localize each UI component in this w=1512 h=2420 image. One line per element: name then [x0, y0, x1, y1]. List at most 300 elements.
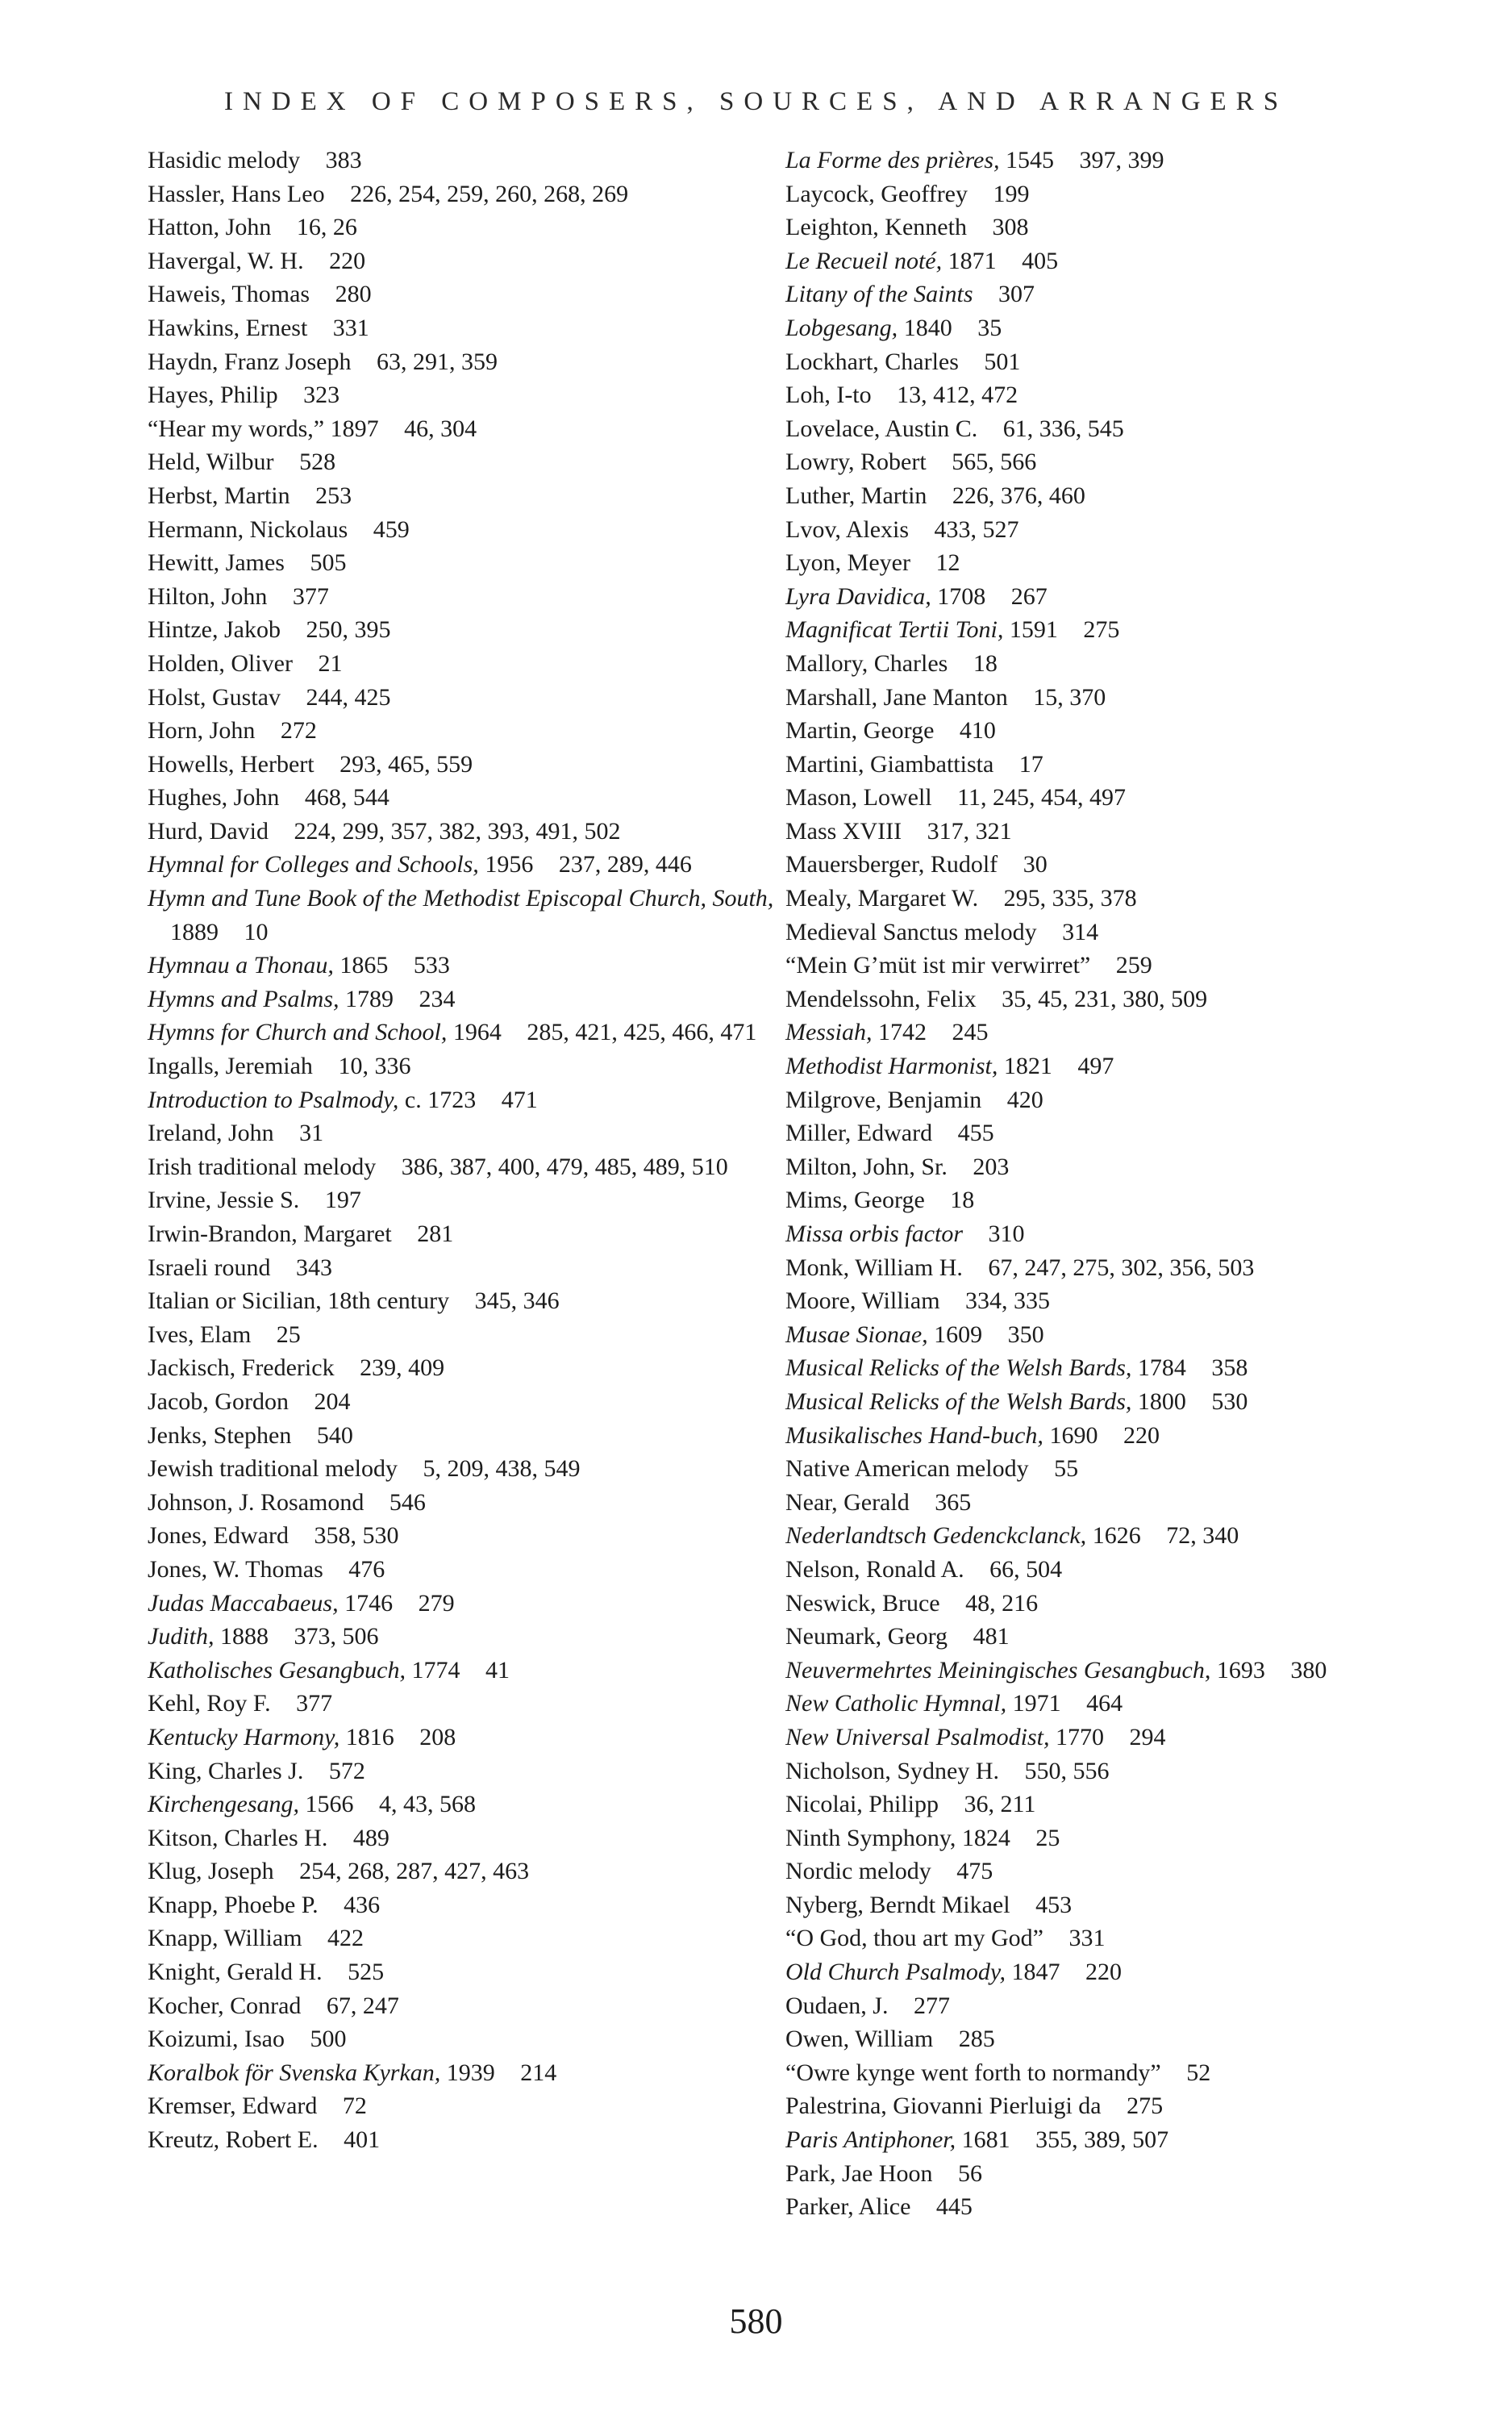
page-number: 580 — [729, 2301, 783, 2341]
entry-name: Old Church Psalmody, — [785, 1959, 1006, 1986]
entry-pages: 10 — [244, 918, 269, 945]
index-entry — [785, 211, 1414, 244]
entry-pages: 259 — [1115, 952, 1152, 979]
entry-pages: 25 — [276, 1321, 301, 1348]
index-entry — [785, 1553, 1414, 1587]
index-entry — [785, 681, 1414, 715]
entry-name: Koizumi, Isao — [148, 2026, 285, 2053]
entry-name: “Mein G’müt ist mir verwirret” — [785, 952, 1091, 979]
entry-pages: 56 — [957, 2159, 982, 2187]
entry-pages: 12 — [935, 549, 960, 577]
entry-name: Judas Maccabaeus, — [148, 1589, 339, 1617]
entry-year: 1784 — [1137, 1354, 1186, 1382]
index-entry — [785, 1419, 1414, 1453]
entry-pages: 401 — [344, 2126, 381, 2154]
entry-name: Milgrove, Benjamin — [785, 1086, 982, 1113]
entry-pages: 18 — [950, 1187, 975, 1214]
entry-name: Nicholson, Sydney H. — [785, 1757, 999, 1784]
index-entry — [148, 2022, 777, 2056]
entry-name: Knight, Gerald H. — [148, 1959, 323, 1986]
entry-name: Musae Sionae, — [785, 1321, 928, 1348]
entry-name: Hayes, Philip — [148, 382, 278, 409]
entry-name: Luther, Martin — [785, 482, 927, 509]
entry-pages: 10, 336 — [338, 1053, 411, 1080]
index-entry — [785, 983, 1414, 1016]
entry-name: Nyberg, Berndt Mikael — [785, 1891, 1010, 1918]
entry-pages: 285, 421, 425, 466, 471 — [527, 1019, 757, 1046]
entry-name: “Hear my words,” 1897 — [148, 415, 379, 442]
entry-pages: 66, 504 — [989, 1555, 1063, 1583]
entry-name: Mason, Lowell — [785, 784, 932, 812]
index-entry — [785, 1016, 1414, 1049]
entry-name: Holden, Oliver — [148, 649, 293, 677]
index-entry — [148, 1385, 777, 1419]
entry-year: 1971 — [1012, 1690, 1061, 1717]
entry-year: 1840 — [903, 314, 952, 341]
index-entry — [148, 1251, 777, 1285]
entry-year: 1774 — [411, 1656, 460, 1684]
entry-name: Kehl, Roy F. — [148, 1690, 271, 1717]
entry-name: Jones, Edward — [148, 1522, 289, 1550]
index-entry — [785, 1217, 1414, 1251]
index-entry — [148, 580, 777, 614]
entry-pages: 4, 43, 568 — [379, 1791, 477, 1818]
entry-pages: 224, 299, 357, 382, 393, 491, 502 — [294, 817, 621, 845]
index-entry — [785, 1921, 1414, 1955]
entry-name: Mass XVIII — [785, 817, 902, 845]
entry-name: Jones, W. Thomas — [148, 1555, 323, 1583]
index-entry — [785, 1519, 1414, 1553]
entry-pages: 317, 321 — [927, 817, 1012, 845]
index-entry — [148, 748, 777, 782]
entry-name: Near, Gerald — [785, 1488, 910, 1516]
entry-pages: 489 — [352, 1824, 389, 1851]
index-entry — [785, 1049, 1414, 1083]
entry-name: Moore, William — [785, 1287, 940, 1315]
index-entry — [785, 2056, 1414, 2090]
entry-pages: 476 — [348, 1555, 385, 1583]
entry-name: Messiah, — [785, 1019, 873, 1046]
index-entry — [148, 378, 777, 412]
index-entry — [785, 244, 1414, 278]
entry-name: Klug, Joseph — [148, 1858, 274, 1885]
index-entry — [148, 1788, 777, 1821]
index-entry — [148, 714, 777, 748]
entry-name: Hymnal for Colleges and Schools, — [148, 851, 479, 878]
entry-name: Musikalisches Hand-buch, — [785, 1421, 1043, 1449]
entry-name: Martini, Giambattista — [785, 750, 994, 778]
index-entry — [148, 513, 777, 547]
entry-pages: 377 — [292, 582, 329, 610]
entry-pages: 405 — [1022, 247, 1059, 274]
entry-year: 1690 — [1049, 1421, 1098, 1449]
index-entry — [785, 949, 1414, 983]
index-entry — [785, 1955, 1414, 1989]
entry-name: Milton, John, Sr. — [785, 1153, 948, 1180]
entry-pages: 436 — [344, 1891, 381, 1918]
entry-name: Hymnau a Thonau, — [148, 952, 334, 979]
entry-pages: 220 — [1085, 1959, 1123, 1986]
index-entry — [148, 1486, 777, 1520]
index-entry — [148, 2123, 777, 2157]
entry-name: Mallory, Charles — [785, 649, 948, 677]
entry-pages: 285 — [958, 2026, 995, 2053]
index-entry — [785, 1318, 1414, 1352]
entry-pages: 208 — [419, 1723, 456, 1750]
entry-year: 1746 — [344, 1589, 394, 1617]
entry-pages: 497 — [1077, 1053, 1114, 1080]
entry-name: Le Recueil noté, — [785, 247, 943, 274]
index-entry — [148, 546, 777, 580]
entry-name: Palestrina, Giovanni Pierluigi da — [785, 2092, 1102, 2120]
entry-name: Kocher, Conrad — [148, 1992, 302, 2019]
entry-pages: 35, 45, 231, 380, 509 — [1002, 985, 1208, 1012]
entry-pages: 293, 465, 559 — [339, 750, 473, 778]
index-entry — [785, 513, 1414, 547]
entry-name: Hasidic melody — [148, 147, 301, 173]
entry-year: 1816 — [345, 1723, 394, 1750]
index-entry — [785, 580, 1414, 614]
entry-name: Johnson, J. Rosamond — [148, 1488, 364, 1516]
entry-year: 1770 — [1056, 1723, 1104, 1750]
index-entry — [785, 916, 1414, 949]
entry-pages: 307 — [998, 281, 1035, 308]
entry-year: 1800 — [1137, 1387, 1186, 1415]
index-entry — [148, 1687, 777, 1721]
entry-pages: 377 — [296, 1690, 333, 1717]
entry-name: King, Charles J. — [148, 1757, 304, 1784]
index-entry — [148, 983, 777, 1016]
index-entry — [785, 647, 1414, 681]
index-entry — [785, 815, 1414, 849]
entry-name: Howells, Herbert — [148, 750, 314, 778]
entry-name: Park, Jae Hoon — [785, 2159, 933, 2187]
entry-name: Marshall, Jane Manton — [785, 683, 1008, 711]
index-entry — [148, 144, 777, 177]
entry-pages: 254, 268, 287, 427, 463 — [299, 1858, 530, 1885]
entry-pages: 373, 506 — [294, 1623, 379, 1650]
entry-name: Ingalls, Jeremiah — [148, 1053, 313, 1080]
index-entry — [785, 345, 1414, 379]
entry-name: Mims, George — [785, 1187, 925, 1214]
index-entry — [785, 1721, 1414, 1754]
entry-pages: 16, 26 — [296, 214, 357, 241]
index-entry — [148, 781, 777, 815]
index-entry — [148, 211, 777, 244]
entry-name: Italian or Sicilian, 18th century — [148, 1287, 450, 1315]
entry-name: Owen, William — [785, 2026, 934, 2053]
entry-name: Ninth Symphony, 1824 — [785, 1824, 1010, 1851]
index-entry — [785, 546, 1414, 580]
index-entry — [785, 2022, 1414, 2056]
entry-pages: 350 — [1007, 1321, 1044, 1348]
entry-name: Litany of the Saints — [785, 281, 973, 308]
entry-pages: 308 — [992, 214, 1029, 241]
entry-name: Hintze, Jakob — [148, 616, 281, 644]
entry-pages: 481 — [973, 1623, 1010, 1650]
entry-name: Missa orbis factor — [785, 1220, 964, 1247]
entry-pages: 15, 370 — [1033, 683, 1106, 711]
entry-pages: 334, 335 — [965, 1287, 1051, 1315]
entry-pages: 280 — [335, 281, 372, 308]
entry-name: Musical Relicks of the Welsh Bards, — [785, 1354, 1132, 1382]
entry-pages: 386, 387, 400, 479, 485, 489, 510 — [401, 1153, 728, 1180]
index-entry — [148, 412, 777, 446]
entry-year: 1821 — [1003, 1053, 1052, 1080]
entry-year: 1693 — [1216, 1656, 1265, 1684]
entry-pages: 67, 247 — [326, 1992, 399, 2019]
entry-pages: 46, 304 — [404, 415, 477, 442]
index-entry — [785, 1385, 1414, 1419]
index-entry — [148, 1150, 777, 1184]
entry-name: Havergal, W. H. — [148, 247, 304, 274]
entry-pages: 314 — [1062, 918, 1099, 945]
entry-pages: 471 — [501, 1086, 538, 1113]
index-entry — [148, 1351, 777, 1385]
entry-pages: 445 — [935, 2193, 973, 2221]
entry-name: Neswick, Bruce — [785, 1589, 940, 1617]
entry-pages: 275 — [1083, 616, 1120, 644]
index-entry — [785, 848, 1414, 882]
entry-name: Laycock, Geoffrey — [785, 180, 968, 207]
entry-name: Jenks, Stephen — [148, 1421, 292, 1449]
entry-name: Martin, George — [785, 717, 935, 745]
entry-name: Lyra Davidica, — [785, 582, 931, 610]
entry-name: Hymn and Tune Book of the Methodist Episcopal Church, South, — [148, 885, 774, 912]
index-entry — [785, 1654, 1414, 1688]
entry-name: Katholisches Gesangbuch, — [148, 1656, 406, 1684]
entry-pages: 52 — [1186, 2059, 1211, 2086]
entry-pages: 358, 530 — [314, 1522, 399, 1550]
entry-year: 1789 — [345, 985, 394, 1012]
entry-pages: 239, 409 — [360, 1354, 445, 1382]
index-entry — [785, 1284, 1414, 1318]
entry-pages: 197 — [324, 1187, 361, 1214]
entry-name: Kitson, Charles H. — [148, 1824, 328, 1851]
entry-pages: 220 — [1123, 1421, 1160, 1449]
index-entry — [785, 1351, 1414, 1385]
entry-pages: 475 — [956, 1858, 993, 1885]
entry-pages: 204 — [314, 1387, 351, 1415]
index-entry — [148, 1553, 777, 1587]
index-entry — [785, 378, 1414, 412]
index-entry — [785, 748, 1414, 782]
entry-pages: 67, 247, 275, 302, 356, 503 — [988, 1254, 1255, 1281]
index-entry — [148, 1217, 777, 1251]
index-entry — [148, 244, 777, 278]
entry-name: Mendelssohn, Felix — [785, 985, 977, 1012]
index-entry — [785, 479, 1414, 513]
entry-name: Kentucky Harmony, — [148, 1723, 340, 1750]
index-entry — [148, 177, 777, 211]
index-entry — [785, 2157, 1414, 2191]
entry-name: Kremser, Edward — [148, 2092, 318, 2120]
index-entry — [148, 2056, 777, 2090]
left-column — [148, 144, 777, 2157]
index-entry — [785, 445, 1414, 479]
entry-year: 1609 — [934, 1321, 983, 1348]
index-entry — [148, 1083, 777, 1117]
entry-pages: 540 — [316, 1421, 353, 1449]
index-entry — [148, 1419, 777, 1453]
index-entry — [148, 277, 777, 311]
entry-pages: 323 — [303, 382, 340, 409]
entry-name: Oudaen, J. — [785, 1992, 889, 2019]
entry-name: Lovelace, Austin C. — [785, 415, 978, 442]
entry-pages: 295, 335, 378 — [1003, 885, 1137, 912]
entry-year: 1626 — [1092, 1522, 1141, 1550]
entry-pages: 345, 346 — [474, 1287, 560, 1315]
entry-name: Hatton, John — [148, 214, 272, 241]
entry-name: Held, Wilbur — [148, 449, 274, 476]
entry-pages: 459 — [373, 515, 410, 543]
entry-pages: 565, 566 — [952, 449, 1037, 476]
index-entry — [148, 1183, 777, 1217]
entry-year: 1708 — [937, 582, 986, 610]
entry-pages: 277 — [913, 1992, 950, 2019]
entry-name: Introduction to Psalmody, — [148, 1086, 399, 1113]
entry-name: Hilton, John — [148, 582, 268, 610]
entry-pages: 13, 412, 472 — [897, 382, 1018, 409]
index-entry — [785, 1486, 1414, 1520]
entry-pages: 294 — [1129, 1723, 1166, 1750]
index-entry — [785, 1788, 1414, 1821]
entry-pages: 505 — [310, 549, 347, 577]
index-entry — [148, 1989, 777, 2023]
entry-year: 1871 — [948, 247, 997, 274]
entry-name: Monk, William H. — [785, 1254, 963, 1281]
entry-name: Jacob, Gordon — [148, 1387, 289, 1415]
entry-pages: 244, 425 — [306, 683, 391, 711]
index-entry — [148, 1955, 777, 1989]
index-entry — [785, 2123, 1414, 2157]
index-entry — [148, 1888, 777, 1922]
entry-pages: 61, 336, 545 — [1002, 415, 1124, 442]
entry-pages: 383 — [325, 147, 362, 173]
entry-pages: 310 — [988, 1220, 1025, 1247]
entry-pages: 36, 211 — [964, 1791, 1036, 1818]
entry-year: 1939 — [446, 2059, 495, 2086]
entry-pages: 48, 216 — [965, 1589, 1039, 1617]
entry-name: Kirchengesang, — [148, 1791, 300, 1818]
entry-name: Mauersberger, Rudolf — [785, 851, 998, 878]
entry-name: Hurd, David — [148, 817, 269, 845]
entry-name: Irwin-Brandon, Margaret — [148, 1220, 392, 1247]
entry-name: Neumark, Georg — [785, 1623, 948, 1650]
entry-name: Ives, Elam — [148, 1321, 252, 1348]
entry-name: Lobgesang, — [785, 314, 898, 341]
index-entry — [148, 681, 777, 715]
entry-pages: 31 — [299, 1120, 324, 1147]
index-entry — [785, 613, 1414, 647]
entry-pages: 528 — [299, 449, 336, 476]
entry-name: Judith, — [148, 1623, 215, 1650]
entry-name: Ireland, John — [148, 1120, 274, 1147]
entry-pages: 453 — [1035, 1891, 1073, 1918]
entry-pages: 365 — [935, 1488, 972, 1516]
entry-pages: 397, 399 — [1079, 147, 1164, 173]
index-entry — [148, 1654, 777, 1688]
entry-name: Nicolai, Philipp — [785, 1791, 939, 1818]
entry-pages: 220 — [329, 247, 366, 274]
entry-pages: 501 — [984, 348, 1021, 375]
entry-pages: 25 — [1035, 1824, 1060, 1851]
entry-pages: 550, 556 — [1024, 1757, 1110, 1784]
entry-name: Lockhart, Charles — [785, 348, 959, 375]
index-entry — [785, 144, 1414, 177]
index-entry — [785, 2089, 1414, 2123]
entry-name: Knapp, Phoebe P. — [148, 1891, 319, 1918]
index-entry — [148, 1116, 777, 1150]
entry-name: Israeli round — [148, 1254, 271, 1281]
entry-pages: 468, 544 — [304, 784, 389, 812]
entry-name: Herbst, Martin — [148, 482, 290, 509]
index-entry — [148, 1754, 777, 1788]
entry-pages: 331 — [332, 314, 369, 341]
entry-name: Irvine, Jessie S. — [148, 1187, 300, 1214]
entry-pages: 199 — [993, 180, 1030, 207]
entry-pages: 525 — [348, 1959, 385, 1986]
entry-name: New Catholic Hymnal, — [785, 1690, 1007, 1717]
entry-name: Haydn, Franz Joseph — [148, 348, 352, 375]
index-entry — [785, 1116, 1414, 1150]
entry-name: “O God, thou art my God” — [785, 1925, 1043, 1952]
entry-name: Hughes, John — [148, 784, 280, 812]
entry-name: Koralbok för Svenska Kyrkan, — [148, 2059, 441, 2086]
index-entry — [785, 781, 1414, 815]
entry-pages: 433, 527 — [934, 515, 1019, 543]
entry-pages: 253 — [315, 482, 352, 509]
entry-pages: 272 — [280, 717, 317, 745]
entry-pages: 343 — [295, 1254, 332, 1281]
entry-pages: 18 — [973, 649, 998, 677]
running-head: INDEX OF COMPOSERS, SOURCES, AND ARRANGERS — [223, 87, 1289, 116]
index-entry — [785, 1855, 1414, 1888]
entry-name: Holst, Gustav — [148, 683, 281, 711]
entry-pages: 572 — [328, 1757, 365, 1784]
entry-name: Nelson, Ronald A. — [785, 1555, 964, 1583]
entry-name: Knapp, William — [148, 1925, 302, 1952]
entry-pages: 546 — [389, 1488, 426, 1516]
entry-pages: 55 — [1054, 1455, 1079, 1483]
entry-year: 1847 — [1011, 1959, 1060, 1986]
index-entry — [785, 1083, 1414, 1117]
index-entry — [785, 1754, 1414, 1788]
index-entry — [148, 479, 777, 513]
right-column — [785, 144, 1414, 2224]
entry-pages: 380 — [1290, 1656, 1327, 1684]
index-entry — [148, 1016, 777, 1049]
entry-pages: 279 — [418, 1589, 455, 1617]
entry-year: 1591 — [1009, 616, 1058, 644]
index-entry — [148, 1821, 777, 1855]
entry-name: Neuvermehrtes Meiningisches Gesangbuch, — [785, 1656, 1211, 1684]
entry-pages: 422 — [327, 1925, 364, 1952]
entry-pages: 11, 245, 454, 497 — [957, 784, 1127, 812]
entry-pages: 63, 291, 359 — [376, 348, 498, 375]
index-entry — [785, 1452, 1414, 1486]
entry-pages: 30 — [1023, 851, 1048, 878]
entry-pages: 237, 289, 446 — [558, 851, 692, 878]
index-entry — [148, 1587, 777, 1621]
index-entry — [785, 2190, 1414, 2224]
entry-pages: 410 — [959, 717, 996, 745]
index-entry — [785, 714, 1414, 748]
entry-pages: 72, 340 — [1166, 1522, 1239, 1550]
entry-pages: 21 — [318, 649, 343, 677]
index-entry — [148, 1855, 777, 1888]
index-entry — [148, 345, 777, 379]
